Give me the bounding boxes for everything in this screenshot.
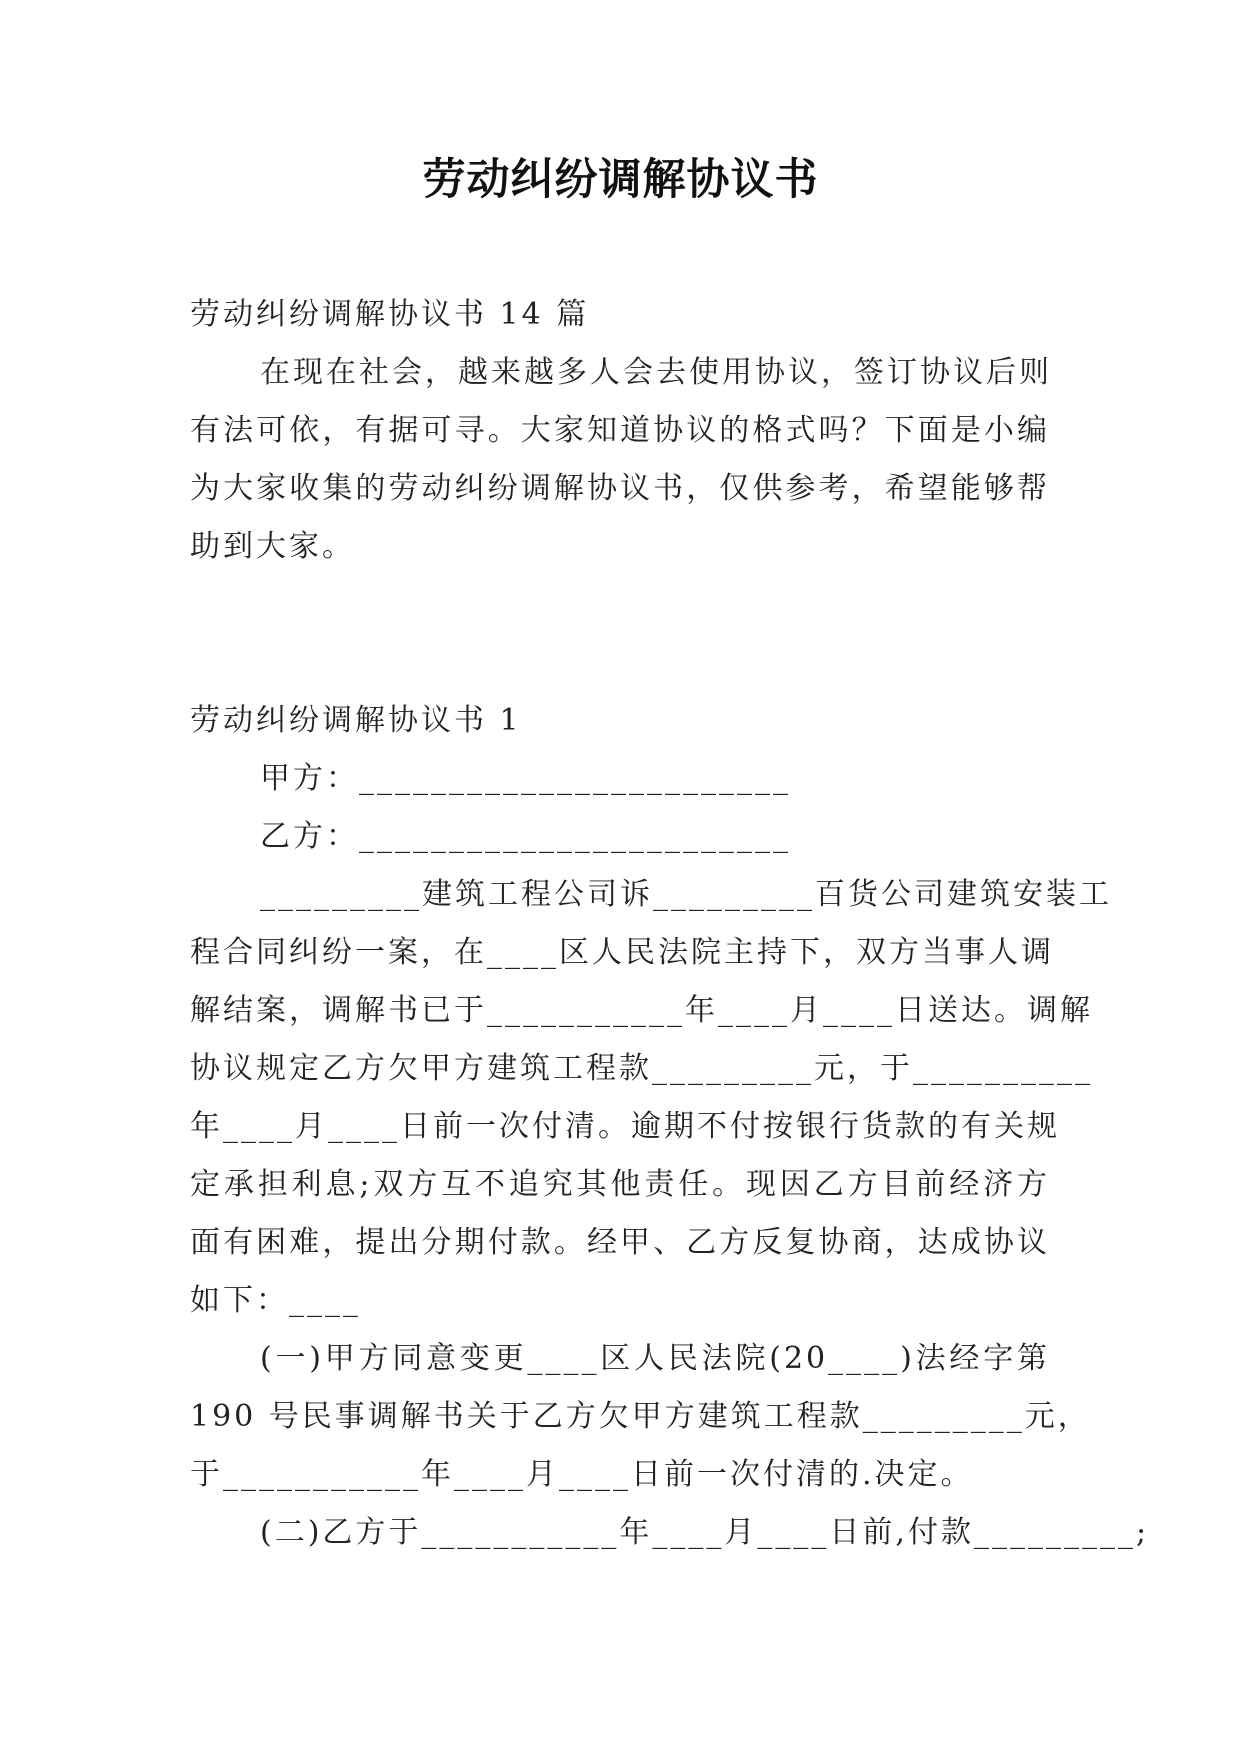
section-spacer: [190, 576, 1050, 692]
paragraph-line: 面有困难，提出分期付款。经甲、乙方反复协商，达成协议: [190, 1225, 1050, 1260]
paragraph-line: 如下：____: [190, 1283, 361, 1318]
intro-line: 有法可依，有据可寻。大家知道协议的格式吗？下面是小编: [190, 413, 1050, 448]
party-a-field: 甲方：________________________: [260, 761, 791, 796]
paragraph-line: 解结案，调解书已于___________年____月____日送达。调解: [190, 993, 1093, 1028]
party-b-field: 乙方：________________________: [260, 819, 791, 854]
paragraph-line: _________建筑工程公司诉_________百货公司建筑安装工: [260, 877, 1112, 912]
clause-line: (一)甲方同意变更____区人民法院(20____)法经字第: [260, 1341, 1050, 1376]
paragraph-line: 年____月____日前一次付清。逾期不付按银行货款的有关规: [190, 1109, 1060, 1144]
document-subtitle: 劳动纠纷调解协议书 14 篇: [190, 297, 590, 332]
paragraph-line: 程合同纠纷一案，在____区人民法院主持下，双方当事人调: [190, 935, 1054, 970]
paragraph-line: 定承担利息;双方互不追究其他责任。现因乙方目前经济方: [190, 1167, 1050, 1202]
section-heading: 劳动纠纷调解协议书 1: [190, 703, 522, 738]
intro-line: 助到大家。: [190, 529, 355, 564]
intro-line: 在现在社会，越来越多人会去使用协议，签订协议后则: [260, 355, 1052, 390]
clause-line: 190 号民事调解书关于乙方欠甲方建筑工程款_________元，: [190, 1399, 1091, 1434]
intro-line: 为大家收集的劳动纠纷调解协议书，仅供参考，希望能够帮: [190, 471, 1050, 506]
paragraph-line: 协议规定乙方欠甲方建筑工程款_________元，于__________: [190, 1051, 1093, 1086]
document-body: [190, 286, 1150, 1562]
clause-line: (二)乙方于___________年____月____日前,付款_________;: [260, 1515, 1150, 1550]
document-title: 劳动纠纷调解协议书: [422, 155, 819, 205]
clause-line: 于___________年____月____日前一次付清的.决定。: [190, 1457, 974, 1492]
